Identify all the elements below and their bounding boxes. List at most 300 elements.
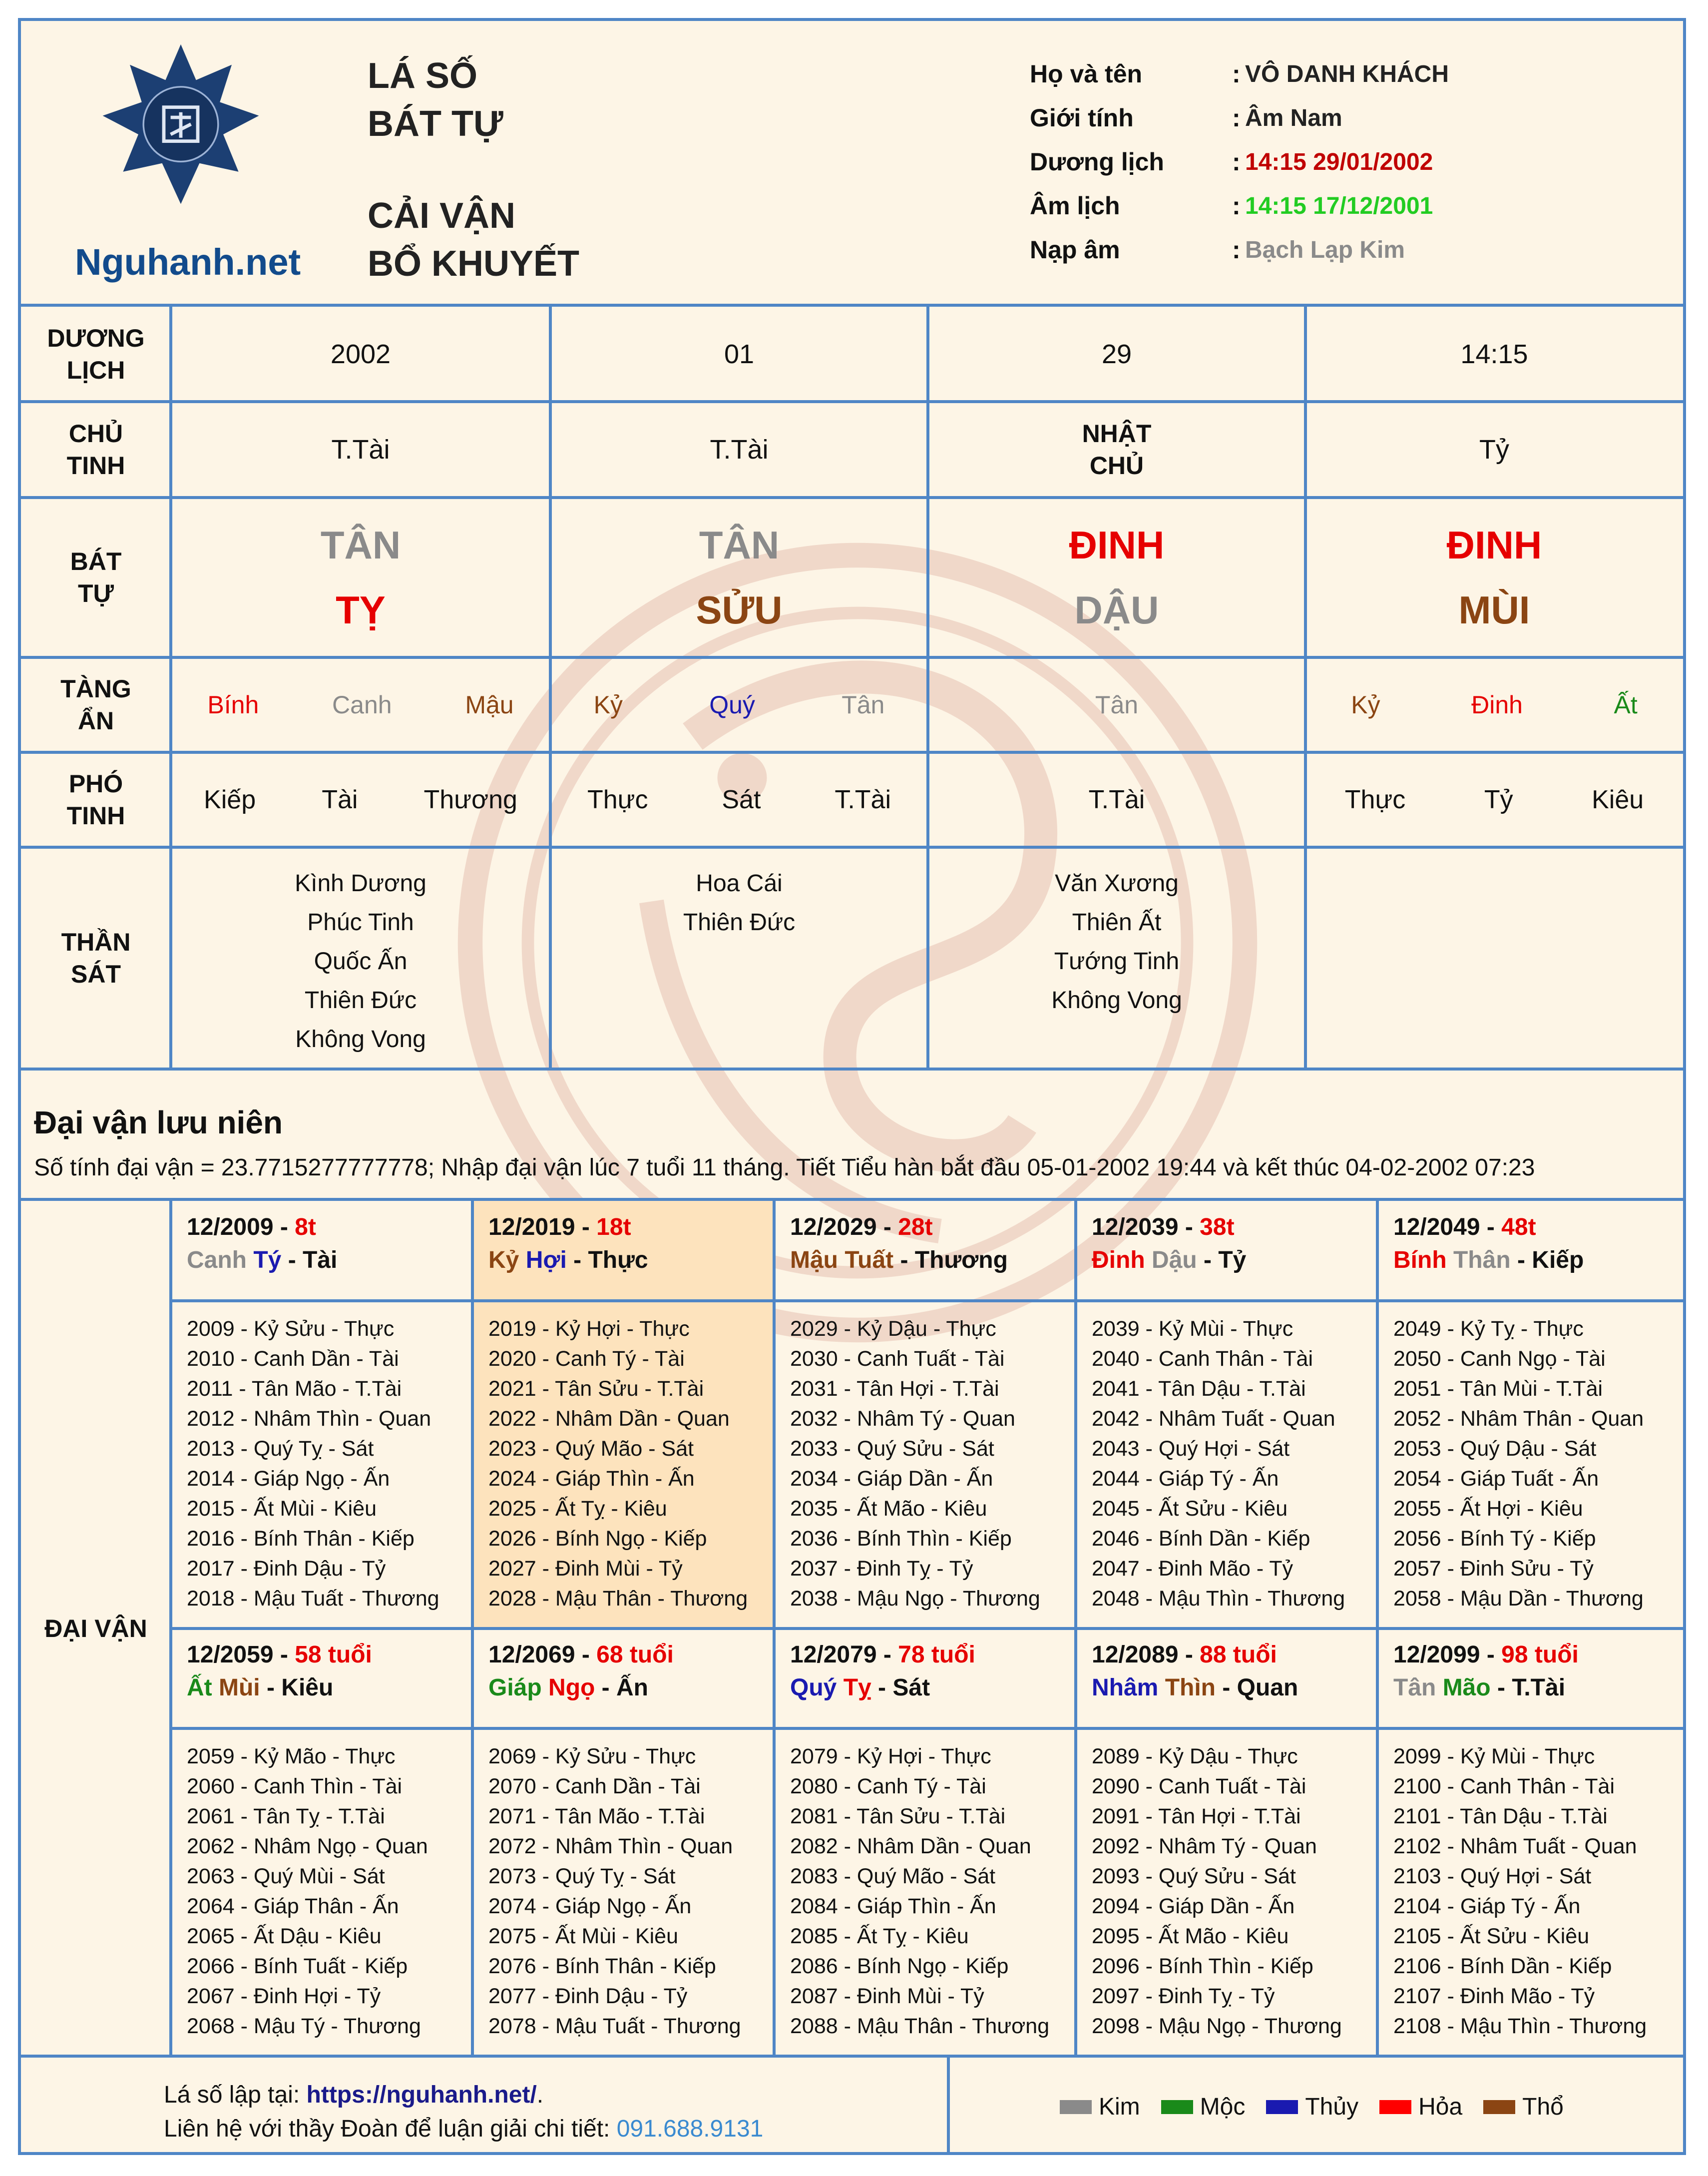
year-item: 2077 - Đinh Dậu - Tỷ <box>488 1984 688 2008</box>
year-item: 2089 - Kỷ Dậu - Thực <box>1092 1744 1298 1768</box>
period-can: Đinh <box>1092 1247 1145 1273</box>
earthly-branch: MÙI <box>1458 588 1530 632</box>
footer-label: Lá số lập tại: <box>164 2082 307 2108</box>
year-list <box>774 1728 1076 2056</box>
year-item: 2033 - Quý Sửu - Sát <box>790 1437 994 1461</box>
year-item: 2098 - Mậu Ngọ - Thương <box>1092 2014 1342 2038</box>
period-can: Giáp <box>488 1674 542 1701</box>
legend-swatch-icon <box>1379 2100 1411 2114</box>
dai-van-period-header[interactable] <box>1377 1201 1683 1301</box>
hidden-stem: Đinh <box>1471 691 1523 719</box>
info-value: Âm Nam <box>1245 104 1342 131</box>
period-can: Nhâm <box>1092 1674 1159 1701</box>
year-item: 2048 - Mậu Thìn - Thương <box>1092 1587 1345 1611</box>
heavenly-stem: TÂN <box>320 523 401 567</box>
year-item: 2070 - Canh Dần - Tài <box>488 1774 701 1798</box>
pho-tinh-cell <box>1305 752 1683 847</box>
legend-swatch-icon <box>1266 2100 1298 2114</box>
year-item: 2083 - Quý Mão - Sát <box>790 1864 996 1888</box>
dai-van-period-header[interactable] <box>774 1201 1076 1301</box>
year-list <box>1377 1728 1683 2056</box>
hidden-stem: Ất <box>1614 691 1638 719</box>
year-item: 2104 - Giáp Tý - Ấn <box>1393 1894 1581 1918</box>
period-pillar-line <box>1393 1244 1683 1277</box>
space <box>212 1674 219 1701</box>
year-item: 2040 - Canh Thân - Tài <box>1092 1347 1313 1371</box>
row-label-line: TINH <box>66 452 125 480</box>
period-date: 12/2029 <box>790 1214 877 1240</box>
year-item: 2099 - Kỷ Mùi - Thực <box>1393 1744 1595 1768</box>
year-item: 2042 - Nhâm Tuất - Quan <box>1092 1407 1335 1431</box>
info-row <box>1030 184 1449 228</box>
dai-van-period-header[interactable] <box>472 1201 774 1301</box>
year-item: 2034 - Giáp Dần - Ấn <box>790 1467 993 1491</box>
year-item: 2027 - Đinh Mùi - Tỷ <box>488 1557 683 1581</box>
period-pillar-line <box>1393 1671 1683 1704</box>
row-label <box>70 545 122 609</box>
year-item: 2044 - Giáp Tý - Ấn <box>1092 1467 1279 1491</box>
period-dash: - <box>260 1674 282 1701</box>
sub-stars <box>550 785 928 815</box>
year-item: 2010 - Canh Dần - Tài <box>187 1347 399 1371</box>
period-pillar-line <box>187 1671 472 1704</box>
legend-item <box>1266 2093 1358 2121</box>
row-label-pho-tinh <box>21 752 171 847</box>
period-date: 12/2019 <box>488 1214 575 1240</box>
hidden-stem: Tân <box>1095 691 1139 719</box>
hidden-stems <box>550 690 928 719</box>
info-label: Âm lịch <box>1030 192 1120 220</box>
period-chi: Tý <box>253 1247 282 1273</box>
legend-swatch-icon <box>1161 2100 1193 2114</box>
sub-stars <box>1305 785 1683 815</box>
pho-tinh-cell <box>550 752 928 847</box>
dai-van-period-header[interactable] <box>472 1629 774 1728</box>
year-item: 2039 - Kỷ Mùi - Thực <box>1092 1317 1293 1341</box>
info-colon: : <box>1232 192 1241 220</box>
row-label <box>60 673 131 737</box>
hidden-stem: Tân <box>842 691 885 719</box>
period-star: Sát <box>892 1674 930 1701</box>
year-item: 2041 - Tân Dậu - T.Tài <box>1092 1377 1306 1401</box>
row-label <box>67 418 125 482</box>
duong-lich-cell <box>1305 307 1683 402</box>
year-list <box>171 1728 472 2056</box>
year-item: 2050 - Canh Ngọ - Tài <box>1393 1347 1606 1371</box>
period-age: 98 tuổi <box>1501 1641 1579 1668</box>
year-item: 2038 - Mậu Ngọ - Thương <box>790 1587 1040 1611</box>
sub-star: Thực <box>587 785 648 814</box>
row-label <box>67 768 125 832</box>
period-chi: Tỵ <box>843 1674 871 1701</box>
year-item: 2091 - Tân Hợi - T.Tài <box>1092 1804 1301 1828</box>
legend-label: Thủy <box>1305 2094 1359 2120</box>
row-label-line: CHỦ <box>68 420 123 448</box>
pillar <box>321 513 401 642</box>
period-can: Canh <box>187 1247 247 1273</box>
period-dash: - <box>876 1641 898 1668</box>
period-chi: Thân <box>1453 1247 1511 1273</box>
year-item: 2015 - Ất Mùi - Kiêu <box>187 1497 377 1521</box>
year-item: 2065 - Ất Dậu - Kiêu <box>187 1924 382 1948</box>
than-sat-cell <box>171 847 550 1069</box>
year-item: 2024 - Giáp Thìn - Ấn <box>488 1467 695 1491</box>
year-item: 2088 - Mậu Thân - Thương <box>790 2014 1050 2038</box>
footer-period: . <box>536 2082 544 2108</box>
period-can: Quý <box>790 1674 837 1701</box>
sub-star: T.Tài <box>835 785 891 814</box>
year-item: 2096 - Bính Thìn - Kiếp <box>1092 1954 1313 1978</box>
year-item: 2087 - Đinh Mùi - Tỷ <box>790 1984 984 2008</box>
period-chi: Hợi <box>525 1247 567 1273</box>
hidden-stems <box>928 690 1305 719</box>
year-item: 2009 - Kỷ Sửu - Thực <box>187 1317 395 1341</box>
period-age: 68 tuổi <box>596 1641 674 1668</box>
heavenly-stem: TÂN <box>699 523 780 567</box>
year-item: 2056 - Bính Tý - Kiếp <box>1393 1527 1596 1551</box>
period-star: Ấn <box>616 1674 648 1701</box>
period-date-line <box>187 1211 472 1244</box>
phone-link[interactable]: 091.688.9131 <box>616 2116 764 2142</box>
hidden-stem: Canh <box>332 691 392 719</box>
dai-van-period-header[interactable] <box>774 1629 1076 1728</box>
year-item: 2046 - Bính Dần - Kiếp <box>1092 1527 1310 1551</box>
period-pillar-line <box>1092 1244 1377 1277</box>
sub-star: Kiếp <box>204 785 256 814</box>
year-item: 2049 - Kỷ Tỵ - Thực <box>1393 1317 1584 1341</box>
period-chi: Thìn <box>1165 1674 1216 1701</box>
sub-star: Tỷ <box>1484 785 1513 814</box>
sub-star: T.Tài <box>1088 785 1145 814</box>
tang-an-cell <box>1305 657 1683 752</box>
legend-swatch-icon <box>1060 2100 1092 2114</box>
year-list <box>1076 1728 1377 2056</box>
calendar-value: 14:15 <box>1460 339 1528 369</box>
period-star: Thực <box>588 1247 648 1273</box>
hidden-stem: Bính <box>207 691 259 719</box>
row-label-line: TÀNG <box>60 675 131 703</box>
dai-van-label-text: ĐẠI VẬN <box>44 1615 147 1642</box>
footer-contact <box>164 2078 763 2146</box>
year-item: 2059 - Kỷ Mão - Thực <box>187 1744 396 1768</box>
period-date-line <box>1393 1211 1683 1244</box>
period-pillar-line <box>488 1244 774 1277</box>
period-dash: - <box>566 1247 588 1273</box>
period-date: 12/2099 <box>1393 1641 1480 1668</box>
personal-info <box>1030 52 1449 272</box>
year-item: 2094 - Giáp Dần - Ấn <box>1092 1894 1295 1918</box>
period-date-line <box>187 1638 472 1671</box>
bat-tu-cell <box>928 498 1305 657</box>
legend-item <box>1483 2093 1564 2121</box>
year-item: 2021 - Tân Sửu - T.Tài <box>488 1377 704 1401</box>
year-item: 2068 - Mậu Tý - Thương <box>187 2014 421 2038</box>
year-item: 2085 - Ất Tỵ - Kiêu <box>790 1924 969 1948</box>
year-item: 2022 - Nhâm Dần - Quan <box>488 1407 730 1431</box>
space <box>838 1247 845 1273</box>
year-item: 2100 - Canh Thân - Tài <box>1393 1774 1615 1798</box>
info-colon: : <box>1232 148 1241 176</box>
spirit-star: Không Vong <box>1051 987 1182 1014</box>
sub-star: Tài <box>322 785 358 814</box>
row-label-bat-tu <box>21 498 171 657</box>
legend-item <box>1379 2093 1462 2121</box>
period-date-line <box>488 1638 774 1671</box>
year-item: 2014 - Giáp Ngọ - Ấn <box>187 1467 390 1491</box>
info-colon: : <box>1232 236 1241 264</box>
year-item: 2103 - Quý Hợi - Sát <box>1393 1864 1592 1888</box>
period-age: 38t <box>1200 1214 1235 1240</box>
year-list <box>171 1301 472 1629</box>
period-age: 48t <box>1501 1214 1536 1240</box>
pillar <box>1447 513 1542 642</box>
pillar <box>696 513 782 642</box>
title-line: CẢI VẬN <box>368 196 516 236</box>
row-label <box>61 926 131 990</box>
period-dash: - <box>876 1214 898 1240</box>
spirit-star: Văn Xương <box>1055 870 1179 897</box>
year-item: 2097 - Đinh Tỵ - Tỷ <box>1092 1984 1275 2008</box>
year-item: 2074 - Giáp Ngọ - Ấn <box>488 1894 692 1918</box>
year-item: 2061 - Tân Tỵ - T.Tài <box>187 1804 385 1828</box>
dai-van-period-header[interactable] <box>1377 1629 1683 1728</box>
hidden-stem: Mậu <box>465 691 514 719</box>
earthly-branch: SỬU <box>696 588 783 632</box>
period-date-line <box>1092 1211 1377 1244</box>
period-pillar-line <box>187 1244 472 1277</box>
duong-lich-cell <box>928 307 1305 402</box>
row-label-chu-tinh <box>21 402 171 498</box>
period-date-line <box>1393 1638 1683 1671</box>
pho-tinh-cell <box>928 752 1305 847</box>
row-label-line: TỰ <box>77 579 114 607</box>
period-chi: Tuất <box>845 1247 894 1273</box>
spirit-star: Tướng Tinh <box>1054 948 1180 975</box>
year-item: 2031 - Tân Hợi - T.Tài <box>790 1377 999 1401</box>
period-dash: - <box>273 1641 295 1668</box>
chu-tinh-cell <box>550 402 928 498</box>
period-dash: - <box>281 1247 303 1273</box>
year-item: 2051 - Tân Mùi - T.Tài <box>1393 1377 1603 1401</box>
main-star: T.Tài <box>710 435 769 465</box>
space <box>1145 1247 1152 1273</box>
space <box>542 1674 548 1701</box>
space <box>1158 1674 1165 1701</box>
year-item: 2092 - Nhâm Tý - Quan <box>1092 1834 1317 1858</box>
year-item: 2058 - Mậu Dần - Thương <box>1393 1587 1644 1611</box>
nhat-chu-label <box>1082 418 1152 482</box>
period-date-line <box>790 1638 1076 1671</box>
info-row <box>1030 228 1449 272</box>
space <box>519 1247 525 1273</box>
sheet-title <box>368 52 579 288</box>
space <box>837 1674 843 1701</box>
website-link[interactable]: https://nguhanh.net/ <box>306 2082 537 2108</box>
star-logo-icon <box>96 41 266 211</box>
info-label: Dương lịch <box>1030 148 1164 176</box>
legend-swatch-icon <box>1483 2100 1515 2114</box>
period-dash: - <box>1178 1214 1200 1240</box>
year-list <box>1076 1301 1377 1629</box>
row-label-line: TINH <box>66 802 125 830</box>
dai-van-label <box>21 1201 171 2056</box>
period-date: 12/2059 <box>187 1641 274 1668</box>
chu-tinh-cell <box>928 402 1305 498</box>
year-item: 2095 - Ất Mão - Kiêu <box>1092 1924 1289 1948</box>
year-item: 2079 - Kỷ Hợi - Thực <box>790 1744 991 1768</box>
period-date-line <box>488 1211 774 1244</box>
chu-tinh-cell <box>171 402 550 498</box>
year-item: 2075 - Ất Mùi - Kiêu <box>488 1924 679 1948</box>
period-can: Ất <box>187 1674 212 1701</box>
footer-divider <box>947 2056 950 2155</box>
chu-tinh-cell <box>1305 402 1683 498</box>
title-line: BÁT TỰ <box>368 104 503 144</box>
period-star: Kiêu <box>281 1674 334 1701</box>
earthly-branch: TỴ <box>336 588 386 632</box>
period-dash: - <box>1480 1641 1502 1668</box>
period-dash: - <box>1216 1674 1237 1701</box>
period-age: 18t <box>596 1214 631 1240</box>
period-date-line <box>790 1211 1076 1244</box>
year-item: 2072 - Nhâm Thìn - Quan <box>488 1834 733 1858</box>
year-item: 2101 - Tân Dậu - T.Tài <box>1393 1804 1608 1828</box>
year-item: 2078 - Mậu Tuất - Thương <box>488 2014 741 2038</box>
year-item: 2062 - Nhâm Ngọ - Quan <box>187 1834 428 1858</box>
hidden-stems <box>1305 690 1683 719</box>
period-date: 12/2069 <box>488 1641 575 1668</box>
period-dash: - <box>273 1214 295 1240</box>
space <box>1447 1247 1453 1273</box>
year-item: 2086 - Bính Ngọ - Kiếp <box>790 1954 1009 1978</box>
row-label-line: PHÓ <box>68 770 123 798</box>
period-dash: - <box>893 1247 915 1273</box>
calendar-value: 2002 <box>330 339 391 369</box>
period-star: Thương <box>914 1247 1008 1273</box>
spirit-star: Thiên Ất <box>1072 909 1162 936</box>
year-item: 2080 - Canh Tý - Tài <box>790 1774 986 1798</box>
period-date: 12/2039 <box>1092 1214 1179 1240</box>
sub-star: Thương <box>424 785 517 814</box>
hidden-stems <box>171 690 550 719</box>
year-list <box>1377 1301 1683 1629</box>
year-item: 2018 - Mậu Tuất - Thương <box>187 1587 439 1611</box>
than-sat-cell <box>1305 847 1683 1069</box>
pillar <box>1069 513 1165 642</box>
year-list <box>472 1728 774 2056</box>
year-item: 2107 - Đinh Mão - Tỷ <box>1393 1984 1595 2008</box>
spirit-star: Quốc Ấn <box>314 948 408 975</box>
tang-an-cell <box>928 657 1305 752</box>
dai-van-title: Đại vận lưu niên <box>34 1104 283 1140</box>
info-row <box>1030 140 1449 184</box>
row-label-than-sat <box>21 847 171 1069</box>
period-star: T.Tài <box>1512 1674 1566 1701</box>
row-label-duong-lich <box>21 307 171 402</box>
year-item: 2016 - Bính Thân - Kiếp <box>187 1527 415 1551</box>
dai-van-period-header[interactable] <box>171 1201 472 1301</box>
legend-item <box>1161 2093 1246 2121</box>
period-dash: - <box>871 1674 893 1701</box>
period-can: Tân <box>1393 1674 1436 1701</box>
row-label-line: ẨN <box>77 707 114 735</box>
period-pillar-line <box>1092 1671 1377 1704</box>
period-chi: Mão <box>1442 1674 1491 1701</box>
than-sat-cell <box>928 847 1305 1069</box>
spirit-star: Không Vong <box>295 1026 426 1053</box>
dai-van-period-header[interactable] <box>1076 1201 1377 1301</box>
period-date: 12/2009 <box>187 1214 274 1240</box>
spirit-stars <box>1051 864 1182 1020</box>
year-item: 2064 - Giáp Thân - Ấn <box>187 1894 399 1918</box>
year-item: 2011 - Tân Mão - T.Tài <box>187 1377 402 1401</box>
hidden-stem: Kỷ <box>1351 691 1380 719</box>
sub-star: Sát <box>722 785 761 814</box>
dai-van-period-header[interactable] <box>1076 1629 1377 1728</box>
hidden-stem: Kỷ <box>593 691 623 719</box>
space <box>247 1247 253 1273</box>
sub-star: Thực <box>1344 785 1406 814</box>
period-dash: - <box>575 1641 597 1668</box>
year-item: 2081 - Tân Sửu - T.Tài <box>790 1804 1006 1828</box>
year-item: 2043 - Quý Hợi - Sát <box>1092 1437 1290 1461</box>
year-item: 2063 - Quý Mùi - Sát <box>187 1864 385 1888</box>
year-item: 2102 - Nhâm Tuất - Quan <box>1393 1834 1637 1858</box>
pho-tinh-cell <box>171 752 550 847</box>
dai-van-info: Số tính đại vận = 23.7715277777778; Nhập đại vận lúc 7 tuổi 11 tháng. Tiết Tiểu hàn bắt đầu 05-01-2002 19:44 và kết thúc 04-02-2002 07:23 <box>34 1154 1535 1181</box>
hidden-stem: Quý <box>709 691 755 719</box>
duong-lich-cell <box>550 307 928 402</box>
period-chi: Ngọ <box>548 1674 595 1701</box>
header <box>21 21 1683 307</box>
year-item: 2060 - Canh Thìn - Tài <box>187 1774 403 1798</box>
year-item: 2082 - Nhâm Dần - Quan <box>790 1834 1031 1858</box>
period-date-line <box>1092 1638 1377 1671</box>
sub-stars <box>928 785 1305 815</box>
period-pillar-line <box>488 1671 774 1704</box>
info-value: Bạch Lạp Kim <box>1245 236 1405 263</box>
title-line: LÁ SỐ <box>368 56 478 96</box>
year-item: 2045 - Ất Sửu - Kiêu <box>1092 1497 1288 1521</box>
period-chi: Dậu <box>1151 1247 1197 1273</box>
period-age: 78 tuổi <box>898 1641 975 1668</box>
row-label-tang-an <box>21 657 171 752</box>
site-name[interactable]: Nguhanh.net <box>75 241 301 283</box>
year-item: 2037 - Đinh Tỵ - Tỷ <box>790 1557 973 1581</box>
title-line: BỔ KHUYẾT <box>368 244 580 284</box>
period-age: 58 tuổi <box>295 1641 372 1668</box>
year-item: 2106 - Bính Dần - Kiếp <box>1393 1954 1612 1978</box>
legend-item <box>1060 2093 1140 2121</box>
spirit-stars <box>295 864 427 1059</box>
period-chi: Mùi <box>219 1674 260 1701</box>
period-star: Quan <box>1237 1674 1298 1701</box>
period-age: 8t <box>295 1214 316 1240</box>
year-item: 2066 - Bính Tuất - Kiếp <box>187 1954 408 1978</box>
legend-label: Mộc <box>1200 2094 1246 2120</box>
footer-label: Liên hệ với thầy Đoàn để luận giải chi tiết: <box>164 2116 617 2142</box>
heavenly-stem: ĐINH <box>1069 523 1165 567</box>
year-item: 2026 - Bính Ngọ - Kiếp <box>488 1527 707 1551</box>
than-sat-cell <box>550 847 928 1069</box>
period-dash: - <box>1490 1674 1512 1701</box>
period-can: Mậu <box>790 1247 838 1273</box>
info-row <box>1030 96 1449 140</box>
year-item: 2030 - Canh Tuất - Tài <box>790 1347 1005 1371</box>
dai-van-period-header[interactable] <box>171 1629 472 1728</box>
spirit-star: Kình Dương <box>295 870 427 897</box>
info-value: 14:15 17/12/2001 <box>1245 192 1433 219</box>
